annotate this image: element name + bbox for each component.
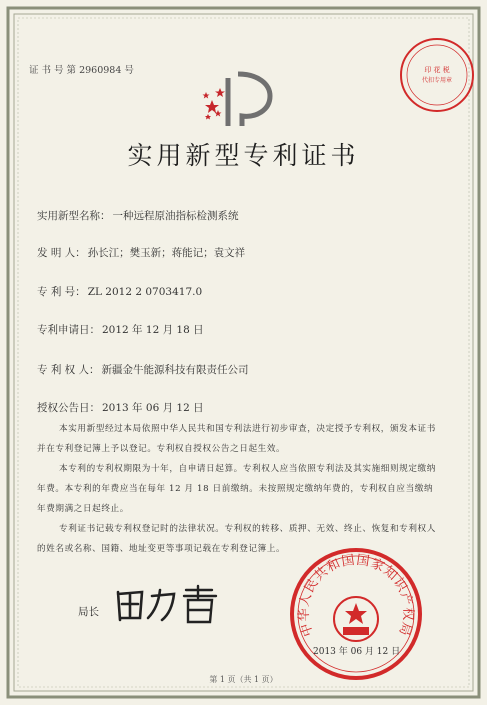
body-paragraph: 本实用新型经过本局依照中华人民共和国专利法进行初步审查，决定授予专利权，颁发本证书并在专利登记簿上予以登记。专利权自授权公告之日起生效。 <box>37 424 436 454</box>
field-grant-date <box>37 400 204 415</box>
field-label: 实用新型名称： <box>37 210 111 222</box>
field-label: 专利申请日： <box>37 324 100 336</box>
field-application-date <box>37 322 204 337</box>
field-label: 专 利 号： <box>37 286 86 298</box>
field-inventors <box>37 245 245 260</box>
body-paragraph: 本专利的专利权期限为十年，自申请日起算。专利权人应当依照专利法及其实施细则规定缴纳年费。本专利的年费应当在每年 12 月 18 日前缴纳。未按照规定缴纳年费的，专利权自应当缴纳年费期满之日起终止。 <box>37 464 436 514</box>
director-signature <box>112 584 232 626</box>
svg-text:代扣专用章: 代扣专用章 <box>421 77 453 84</box>
svg-text:中华人民共和国国家知识产权局: 中华人民共和国国家知识产权局 <box>296 552 416 639</box>
field-label: 发 明 人： <box>37 247 86 259</box>
body-paragraph: 专利证书记载专利权登记时的法律状况。专利权的转移、质押、无效、终止、恢复和专利权人的姓名或名称、国籍、地址变更等事项记载在专利登记簿上。 <box>37 524 436 554</box>
field-patent-number <box>37 284 202 299</box>
page-number: 第 1 页（共 1 页） <box>209 675 278 684</box>
field-value: 孙长江；樊玉新；蒋能记；袁文祥 <box>87 247 246 259</box>
field-value: 2012 年 12 月 18 日 <box>102 324 204 336</box>
field-label: 专 利 权 人： <box>37 364 100 376</box>
agency-stamp <box>398 36 476 114</box>
official-seal <box>289 547 423 681</box>
field-value: 一种远程原油指标检测系统 <box>112 210 239 222</box>
certificate-number: 证 书 号 第 2960984 号 <box>29 65 134 76</box>
field-patentee <box>37 362 249 377</box>
field-utility-model-name <box>37 208 239 223</box>
issue-date: 2013 年 06 月 12 日 <box>313 647 401 657</box>
cnipa-logo <box>198 70 278 128</box>
signatory-label: 局长 <box>78 606 99 618</box>
field-value: 2013 年 06 月 12 日 <box>102 402 204 414</box>
svg-text:印 花 税: 印 花 税 <box>424 66 450 74</box>
field-label: 授权公告日： <box>37 402 100 414</box>
certificate-body <box>37 419 442 559</box>
field-value: ZL 2012 2 0703417.0 <box>87 286 203 298</box>
certificate-title: 实用新型专利证书 <box>127 141 360 170</box>
field-value: 新疆金牛能源科技有限责任公司 <box>101 364 249 376</box>
